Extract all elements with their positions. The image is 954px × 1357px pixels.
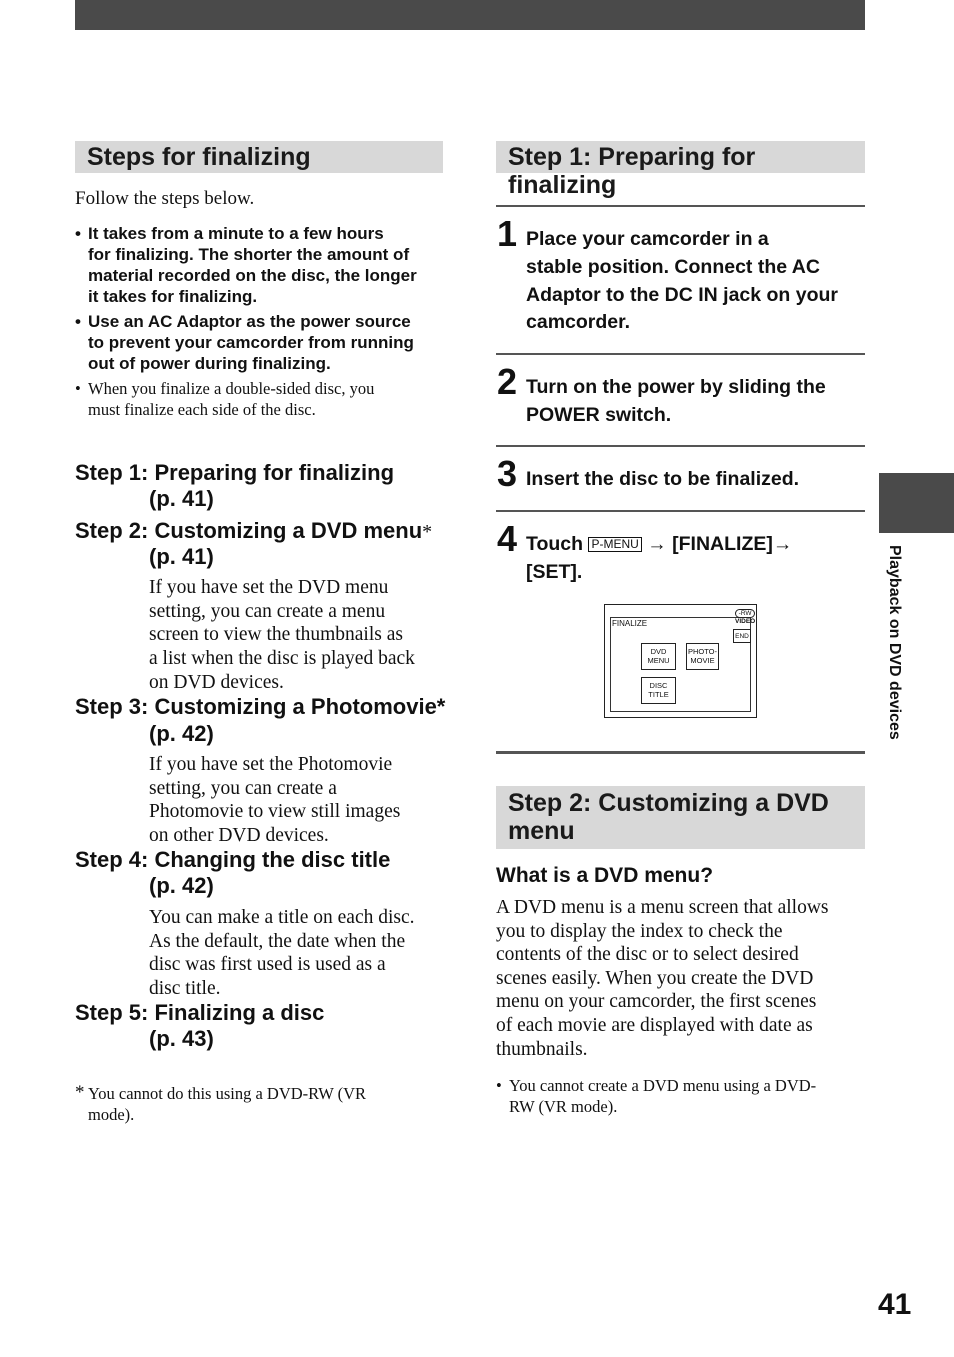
- step-3-ref: (p. 42): [149, 721, 214, 746]
- body-line: thumbnails.: [496, 1038, 588, 1060]
- instruction-1: [526, 226, 838, 337]
- section-heading-step-1: Step 1: Preparing for finalizing: [496, 141, 865, 173]
- arrow-icon: →: [647, 533, 667, 555]
- body-line: menu on your camcorder, the first scenes: [496, 991, 817, 1013]
- end-button: END: [733, 629, 751, 643]
- step-2-desc: [149, 576, 444, 695]
- desc-line: You can make a title on each disc.: [149, 907, 415, 928]
- photomovie-button: PHOTO- MOVIE: [686, 643, 719, 670]
- desc-line: As the default, the date when the: [149, 930, 406, 952]
- desc-line: setting, you can create a menu: [149, 600, 386, 622]
- bullet-dot: •: [496, 1076, 502, 1095]
- heading-line: Step 2: Customizing a DVD: [508, 789, 829, 817]
- finalize-screen-illustration: [604, 604, 757, 718]
- desc-line: on other DVD devices.: [149, 825, 329, 847]
- instr-line: Place your camcorder in a: [526, 228, 769, 250]
- bullet-line: Use an AC Adaptor as the power source: [88, 312, 411, 331]
- instr-line: stable position. Connect the AC: [526, 255, 820, 278]
- side-tab-marker: [879, 473, 954, 533]
- step-4-desc: [149, 906, 444, 1001]
- instr-line: camcorder.: [526, 311, 631, 334]
- desc-line: If you have set the DVD menu: [149, 577, 389, 598]
- instr-line: Turn on the power by sliding the: [526, 376, 826, 398]
- body-line: contents of the disc or to select desired: [496, 944, 799, 966]
- desc-line: on DVD devices.: [149, 671, 284, 693]
- rw-badge-bottom: VIDEO: [735, 618, 756, 625]
- divider: [496, 445, 865, 447]
- body-line: scenes easily. When you create the DVD: [496, 967, 814, 989]
- step-1-ref: (p. 41): [149, 486, 214, 511]
- side-section-label: Playback on DVD devices: [886, 545, 903, 740]
- instr-line: POWER switch.: [526, 403, 672, 426]
- step-2-ref: (p. 41): [149, 544, 214, 569]
- desc-line: If you have set the Photomovie: [149, 754, 393, 775]
- desc-line: setting, you can create a: [149, 777, 337, 799]
- bullet-dot: •: [75, 312, 81, 331]
- footnote-mark: *: [75, 1082, 85, 1103]
- step-3-title: Step 3: Customizing a Photomovie*: [75, 694, 446, 719]
- bullet-line: for finalizing. The shorter the amount of: [88, 245, 410, 264]
- step-4-title: Step 4: Changing the disc title: [75, 847, 391, 872]
- step-2-title-text: Step 2: Customizing a DVD menu: [75, 518, 423, 543]
- divider: [496, 751, 865, 754]
- bullet-dot: •: [75, 379, 81, 398]
- screen-inner-frame: [610, 617, 751, 712]
- section-heading-step-2: [496, 786, 865, 849]
- bullet-line: it takes for finalizing.: [88, 287, 258, 306]
- screen-title: FINALIZE: [612, 619, 648, 628]
- divider: [496, 510, 865, 512]
- step-1-title: Step 1: Preparing for finalizing: [75, 460, 395, 485]
- rw-badge-top: -RW: [735, 609, 755, 618]
- set-label: [SET].: [526, 560, 583, 583]
- instruction-number-1: 1: [497, 213, 518, 254]
- instr-line: Adaptor to the DC IN jack on your: [526, 283, 839, 306]
- desc-line: Photomovie to view still images: [149, 801, 401, 823]
- page-number: 41: [878, 1288, 912, 1321]
- bullet-line: It takes from a minute to a few hours: [88, 224, 384, 243]
- note-line: RW (VR mode).: [509, 1097, 618, 1116]
- bullet-dot: •: [75, 224, 81, 243]
- note-line: When you finalize a double-sided disc, you: [88, 379, 375, 398]
- divider: [496, 353, 865, 355]
- p-menu-button-glyph: P-MENU: [588, 537, 641, 552]
- step-2-title: [75, 518, 432, 545]
- footnote-line: You cannot do this using a DVD-RW (VR: [88, 1084, 367, 1103]
- heading-line: menu: [508, 817, 575, 845]
- bullet-line: to prevent your camcorder from running: [88, 333, 414, 352]
- instruction-number-3: 3: [497, 453, 518, 494]
- bullet-line: material recorded on the disc, the longer: [88, 266, 417, 285]
- instr-line: Insert the disc to be finalized.: [526, 468, 800, 490]
- subheading-what-is-dvd-menu: What is a DVD menu?: [496, 864, 714, 887]
- dvd-menu-body: [496, 896, 868, 1061]
- note-line: You cannot create a DVD menu using a DVD-: [509, 1076, 817, 1095]
- section-heading-steps-for-finalizing: Steps for finalizing: [75, 141, 443, 173]
- body-line: you to display the index to check the: [496, 920, 783, 942]
- desc-line: disc was first used is used as a: [149, 954, 386, 976]
- instruction-number-4: 4: [497, 518, 518, 559]
- dvd-menu-button: DVD MENU: [641, 643, 676, 670]
- note-line: must finalize each side of the disc.: [88, 400, 316, 419]
- finalize-label: [FINALIZE]: [672, 533, 773, 555]
- intro-text: Follow the steps below.: [75, 188, 255, 209]
- desc-line: disc title.: [149, 978, 221, 1000]
- disc-title-button: DISC TITLE: [641, 677, 676, 704]
- step-5-ref: (p. 43): [149, 1026, 214, 1051]
- desc-line: a list when the disc is played back: [149, 648, 415, 670]
- step-4-ref: (p. 42): [149, 873, 214, 898]
- bullet-line: out of power during finalizing.: [88, 354, 331, 373]
- touch-word: Touch: [526, 533, 584, 555]
- asterisk: *: [422, 521, 433, 543]
- body-line: of each movie are displayed with date as: [496, 1014, 813, 1036]
- body-line: A DVD menu is a menu screen that allows: [496, 897, 829, 918]
- footnote-line: mode).: [88, 1105, 135, 1124]
- instruction-4: [526, 531, 856, 587]
- instruction-number-2: 2: [497, 361, 518, 402]
- instruction-2: [526, 374, 826, 430]
- instruction-3: [526, 466, 799, 494]
- step-3-desc: [149, 753, 444, 848]
- divider: [496, 205, 865, 207]
- arrow-icon: →: [772, 533, 793, 555]
- rw-badge: [735, 609, 755, 625]
- desc-line: screen to view the thumbnails as: [149, 624, 403, 646]
- header-bar: [75, 0, 865, 30]
- step-5-title: Step 5: Finalizing a disc: [75, 1000, 325, 1025]
